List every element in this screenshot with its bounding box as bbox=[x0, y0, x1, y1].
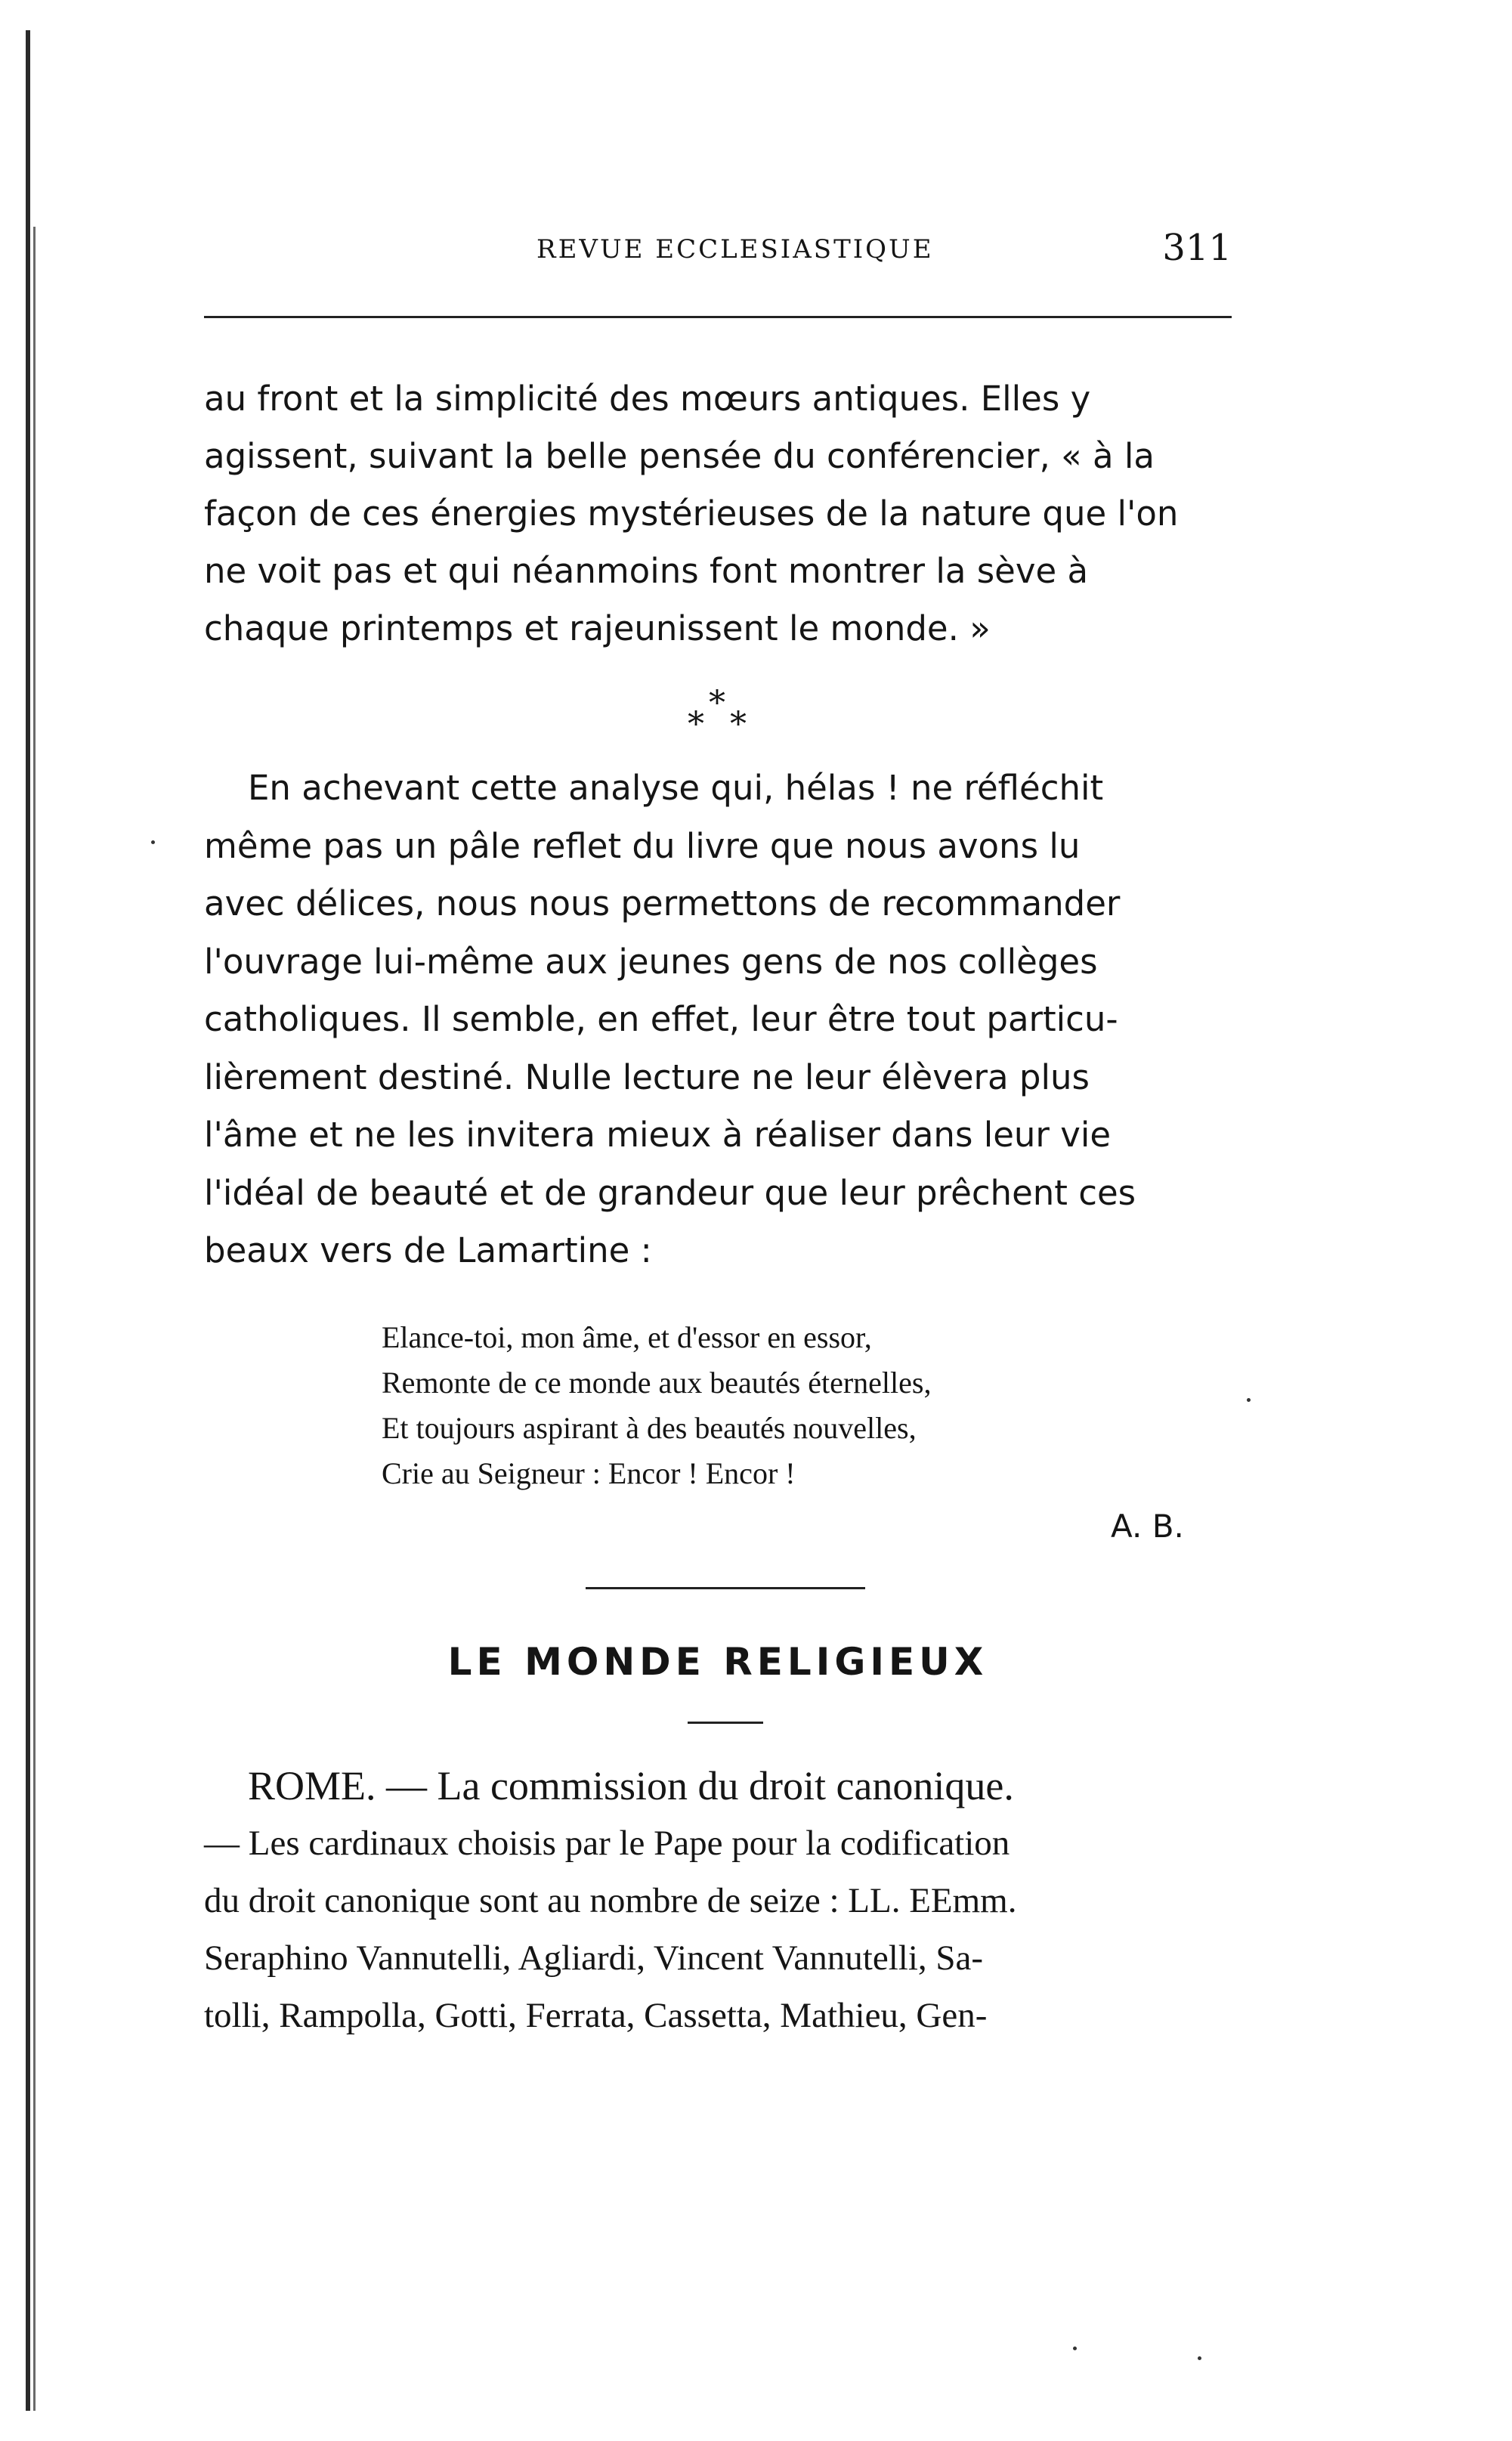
verse-line: Et toujours aspirant à des beautés nouvelles, bbox=[382, 1411, 917, 1445]
print-speck bbox=[1073, 2347, 1077, 2350]
asterisk-icon: * bbox=[730, 705, 747, 744]
author-signature: A. B. bbox=[1111, 1508, 1184, 1545]
verse-line: Elance-toi, mon âme, et d'essor en essor, bbox=[382, 1320, 872, 1354]
paragraph-1 bbox=[204, 370, 1232, 657]
news-item bbox=[204, 1757, 1232, 2044]
text-line: chaque printemps et rajeunissent le monde. » bbox=[204, 608, 991, 648]
header-rule bbox=[204, 316, 1232, 318]
asterism-divider bbox=[688, 684, 778, 744]
text-line: façon de ces énergies mystérieuses de la nature que l'on bbox=[204, 493, 1179, 534]
print-speck bbox=[1198, 2356, 1201, 2360]
text-line: En achevant cette analyse qui, hélas ! ne réfléchit bbox=[248, 768, 1104, 808]
text-line: avec délices, nous nous permettons de recommander bbox=[204, 883, 1121, 923]
paragraph-2 bbox=[204, 760, 1232, 1280]
text-line: au front et la simplicité des mœurs antiques. Elles y bbox=[204, 379, 1091, 419]
verse-line: Remonte de ce monde aux beautés éternelles, bbox=[382, 1366, 932, 1400]
verse-quote bbox=[382, 1315, 931, 1496]
text-line: Seraphino Vannutelli, Agliardi, Vincent Vannutelli, Sa- bbox=[204, 1938, 984, 1978]
text-line: tolli, Rampolla, Gotti, Ferrata, Cassetta, Mathieu, Gen- bbox=[204, 1996, 988, 2035]
heading-rule bbox=[688, 1722, 763, 1724]
text-line: — Les cardinaux choisis par le Pape pour la codification bbox=[204, 1824, 1010, 1863]
running-head bbox=[204, 227, 1232, 272]
text-line: beaux vers de Lamartine : bbox=[204, 1230, 652, 1270]
verse-line: Crie au Seigneur : Encor ! Encor ! bbox=[382, 1456, 796, 1490]
text-line: l'idéal de beauté et de grandeur que leur prêchent ces bbox=[204, 1172, 1136, 1213]
running-title: REVUE ECCLESIASTIQUE bbox=[536, 234, 934, 265]
section-heading: LE MONDE RELIGIEUX bbox=[447, 1640, 988, 1684]
text-line: agissent, suivant la belle pensée du conférencier, « à la bbox=[204, 436, 1155, 476]
section-rule bbox=[586, 1587, 865, 1589]
text-line: l'âme et ne les invitera mieux à réaliser dans leur vie bbox=[204, 1115, 1112, 1155]
binding-edge bbox=[26, 30, 30, 2411]
text-line: du droit canonique sont au nombre de seize : LL. EEmm. bbox=[204, 1881, 1017, 1920]
print-speck bbox=[1247, 1398, 1251, 1402]
text-line: même pas un pâle reflet du livre que nous avons lu bbox=[204, 825, 1081, 866]
asterisk-icon: * bbox=[709, 684, 725, 722]
binding-shadow bbox=[33, 227, 36, 2411]
page-number: 311 bbox=[1162, 227, 1232, 269]
text-line: l'ouvrage lui-même aux jeunes gens de nos collèges bbox=[204, 941, 1098, 982]
text-line: lièrement destiné. Nulle lecture ne leur élèvera plus bbox=[204, 1057, 1090, 1097]
news-title: ROME. — La commission du droit canonique. bbox=[248, 1763, 1014, 1808]
text-line: ne voit pas et qui néanmoins font montrer la sève à bbox=[204, 551, 1089, 591]
asterisk-icon: * bbox=[688, 705, 704, 744]
text-line: catholiques. Il semble, en effet, leur être tout particu- bbox=[204, 999, 1118, 1039]
print-speck bbox=[151, 840, 155, 844]
